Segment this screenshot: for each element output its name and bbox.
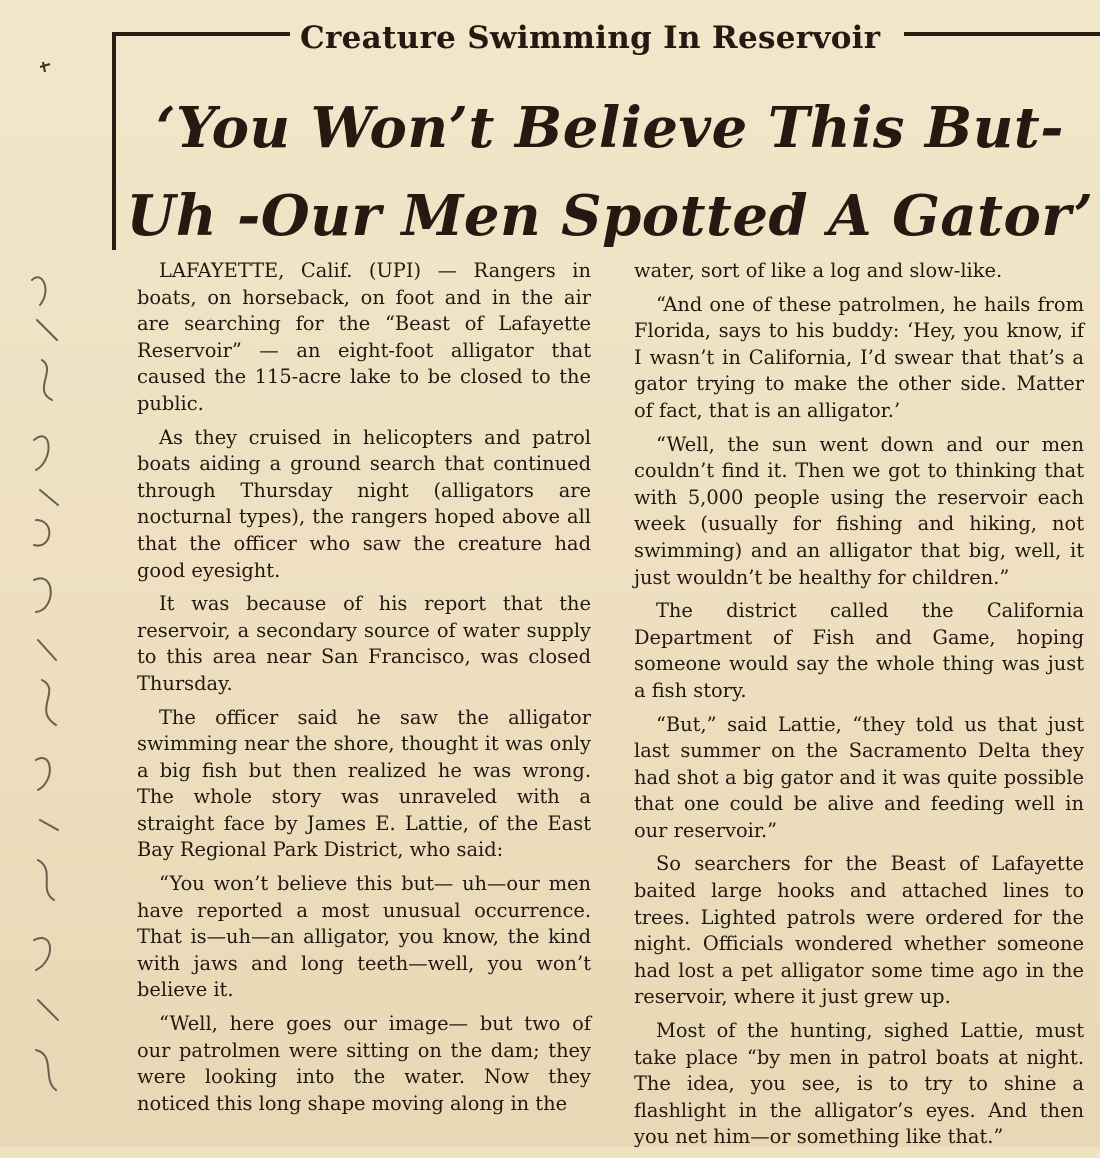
paragraph: “You won’t believe this but— uh—our men have reported a most unusual occurrence. That is—uh—an alligator, you know, the kind with jaws and long teeth—well, you won’t believe it. bbox=[137, 872, 591, 1002]
paragraph: “But,” said Lattie, “they told us that just last summer on the Sacramento Delta they had shot a big gator and it was quite possible that one could be alive and feeding well in our reservoir.” bbox=[634, 712, 1084, 842]
main-headline bbox=[120, 84, 1100, 260]
paragraph: “Well, here goes our image— but two of our patrolmen were sitting on the dam; they were looking into the water. Now they noticed this long shape moving along in the bbox=[137, 1012, 591, 1115]
paragraph: So searchers for the Beast of Lafayette baited large hooks and attached lines to trees. Lighted patrols were ordered for the night. Officials wondered whether someone had lost a pet alligator some time ago in the reservoir, where it just grew up. bbox=[634, 852, 1084, 1009]
paragraph: The officer said he saw the alligator swimming near the shore, thought it was only a big fish but then realized he was wrong. The whole story was unraveled with a straight face by James E. Lattie, of the East Bay Regional Park District, who said: bbox=[137, 705, 591, 862]
headline-line-1: ‘You Won’t Believe This But- bbox=[155, 95, 1065, 161]
paragraph: “Well, the sun went down and our men couldn’t find it. Then we got to thinking that with 5,000 people using the reservoir each week (usually for fishing and hiking, not swimming) and an alligator that big, well, it just wouldn’t be healthy for children.” bbox=[634, 432, 1084, 589]
article-column-1 bbox=[137, 258, 591, 1124]
paragraph: The district called the California Department of Fish and Game, hoping someone would say the whole thing was just a fish story. bbox=[634, 599, 1084, 702]
top-rule-left bbox=[112, 32, 290, 36]
top-rule-right bbox=[904, 32, 1100, 36]
paragraph: It was because of his report that the reservoir, a secondary source of water supply to this area near San Francisco, was closed Thursday. bbox=[137, 592, 591, 695]
paragraph: As they cruised in helicopters and patrol boats aiding a ground search that continued through Thursday night (alligators are nocturnal types), the rangers hoped above all that the officer who saw the creature had good eyesight. bbox=[137, 425, 591, 582]
pen-mark bbox=[38, 60, 52, 74]
headline-line-2: Uh -Our Men Spotted A Gator’ bbox=[126, 183, 1094, 249]
paragraph: Most of the hunting, sighed Lattie, must take place “by men in patrol boats at night. The idea, you see, is to try to shine a flashlight in the alligator’s eyes. And then you net him—or something like that.” bbox=[634, 1019, 1084, 1149]
handwritten-margin-note bbox=[12, 220, 72, 1120]
paragraph: “And one of these patrolmen, he hails from Florida, says to his buddy: ‘Hey, you know, if I wasn’t in California, I’d swear that that’s a gator trying to make the other side. Matter of fact, that is an alligator.’ bbox=[634, 292, 1084, 422]
article-column-2 bbox=[634, 258, 1084, 1158]
kicker-headline: Creature Swimming In Reservoir bbox=[300, 20, 881, 56]
paragraph-continuation: water, sort of like a log and slow-like. bbox=[634, 259, 1003, 282]
paragraph: LAFAYETTE, Calif. (UPI) — Rangers in boats, on horseback, on foot and in the air are searching for the “Beast of Lafayette Reservoir” — an eight-foot alligator that caused the 115-acre lake to be closed to the public. bbox=[137, 259, 591, 415]
left-rule bbox=[112, 32, 116, 250]
